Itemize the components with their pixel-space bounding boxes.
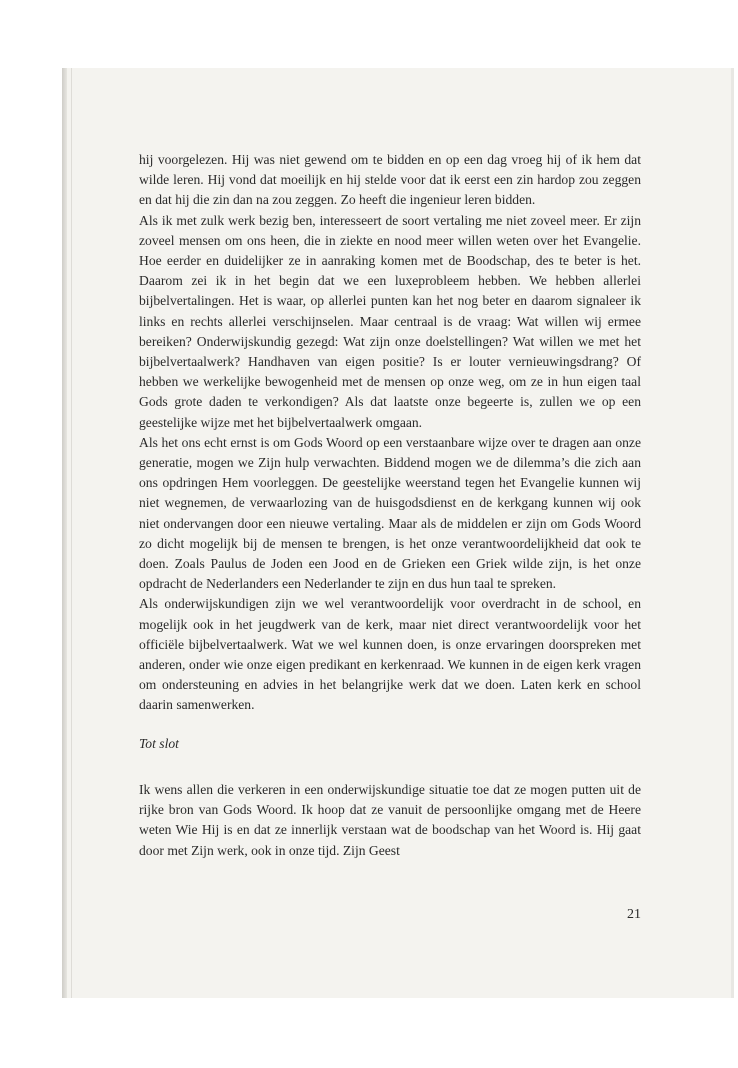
page-edge xyxy=(731,68,734,998)
paragraph: Ik wens allen die verkeren in een onderwijskundige situatie toe dat ze mogen putten uit de rijke bron van Gods Woord. Ik hoop dat ze vanuit de persoonlijke omgang met de Heere weten Wie Hij is en dat ze innerlijk verstaan wat de boodschap van het Woord is. Hij gaat door met Zijn werk, ook in onze tijd. Zijn Geest xyxy=(139,781,641,858)
page-number: 21 xyxy=(627,907,641,922)
body-text xyxy=(139,150,641,861)
paragraph: Als ik met zulk werk bezig ben, interesseert de soort vertaling me niet zoveel meer. Er zijn zoveel mensen om ons heen, die in ziekte en nood meer willen weten over het Evangelie. Hoe eerder en duidelijker ze in aanraking komen met de Boodschap, des te beter is het. Daarom zei ik in het begin dat we een luxeprobleem hebben. We hebben allerlei bijbelvertalingen. Het is waar, op allerlei punten kan het nog beter en daarom signaleer ik links en rechts allerlei verschijnselen. Maar centraal is de vraag: Wat willen wij ermee bereiken? Onderwijskundig gezegd: Wat zijn onze doelstellingen? Wat willen we met het bijbelvertaalwerk? Handhaven van eigen positie? Is er louter vernieuwingsdrang? Of hebben we werkelijke bewogenheid met de mensen op onze weg, om ze in hun eigen taal Gods grote daden te verkondigen? Als dat laatste onze begeerte is, zullen we op een geestelijke wijze met het bijbelvertaalwerk omgaan. xyxy=(139,212,641,430)
paragraph: Als het ons echt ernst is om Gods Woord op een verstaanbare wijze over te dragen aan onze generatie, mogen we Zijn hulp verwachten. Biddend mogen we de dilemma’s die zich aan ons opdringen Hem voorleggen. De geestelijke weerstand tegen het Evangelie kunnen wij niet wegnemen, de verwaarlozing van de huisgodsdienst en de kerkgang kunnen wij ook niet ondervangen door een nieuwe vertaling. Maar als de middelen er zijn om Gods Woord zo dicht mogelijk bij de mensen te brengen, is het onze verantwoordelijkheid dat ook te doen. Zoals Paulus de Joden een Jood en de Grieken een Griek wilde zijn, is het onze opdracht de Nederlanders een Nederlander te zijn en dus hun taal te spreken. xyxy=(139,434,641,592)
gutter-line xyxy=(71,68,72,998)
paragraph: Als onderwijskundigen zijn we wel verantwoordelijk voor overdracht in de school, en mogelijk ook in het jeugdwerk van de kerk, maar niet direct verantwoordelijk voor het officiële bijbelvertaalwerk. Wat we wel kunnen doen, is onze ervaringen doorspreken met anderen, onder wie onze eigen predikant en kerkenraad. We kunnen in de eigen kerk vragen om ondersteuning en advies in het belangrijke werk dat we doen. Laten kerk en school daarin samenwerken. xyxy=(139,596,641,713)
book-spine-shadow xyxy=(62,68,67,998)
section-heading: Tot slot xyxy=(139,735,179,751)
paragraph: hij voorgelezen. Hij was niet gewend om te bidden en op een dag vroeg hij of ik hem dat wilde leren. Hij vond dat moeilijk en hij stelde voor dat ik eerst een zin hardop zou zeggen en dat hij die zin dan na zou zeggen. Zo heeft die ingenieur leren bidden. xyxy=(139,152,641,208)
